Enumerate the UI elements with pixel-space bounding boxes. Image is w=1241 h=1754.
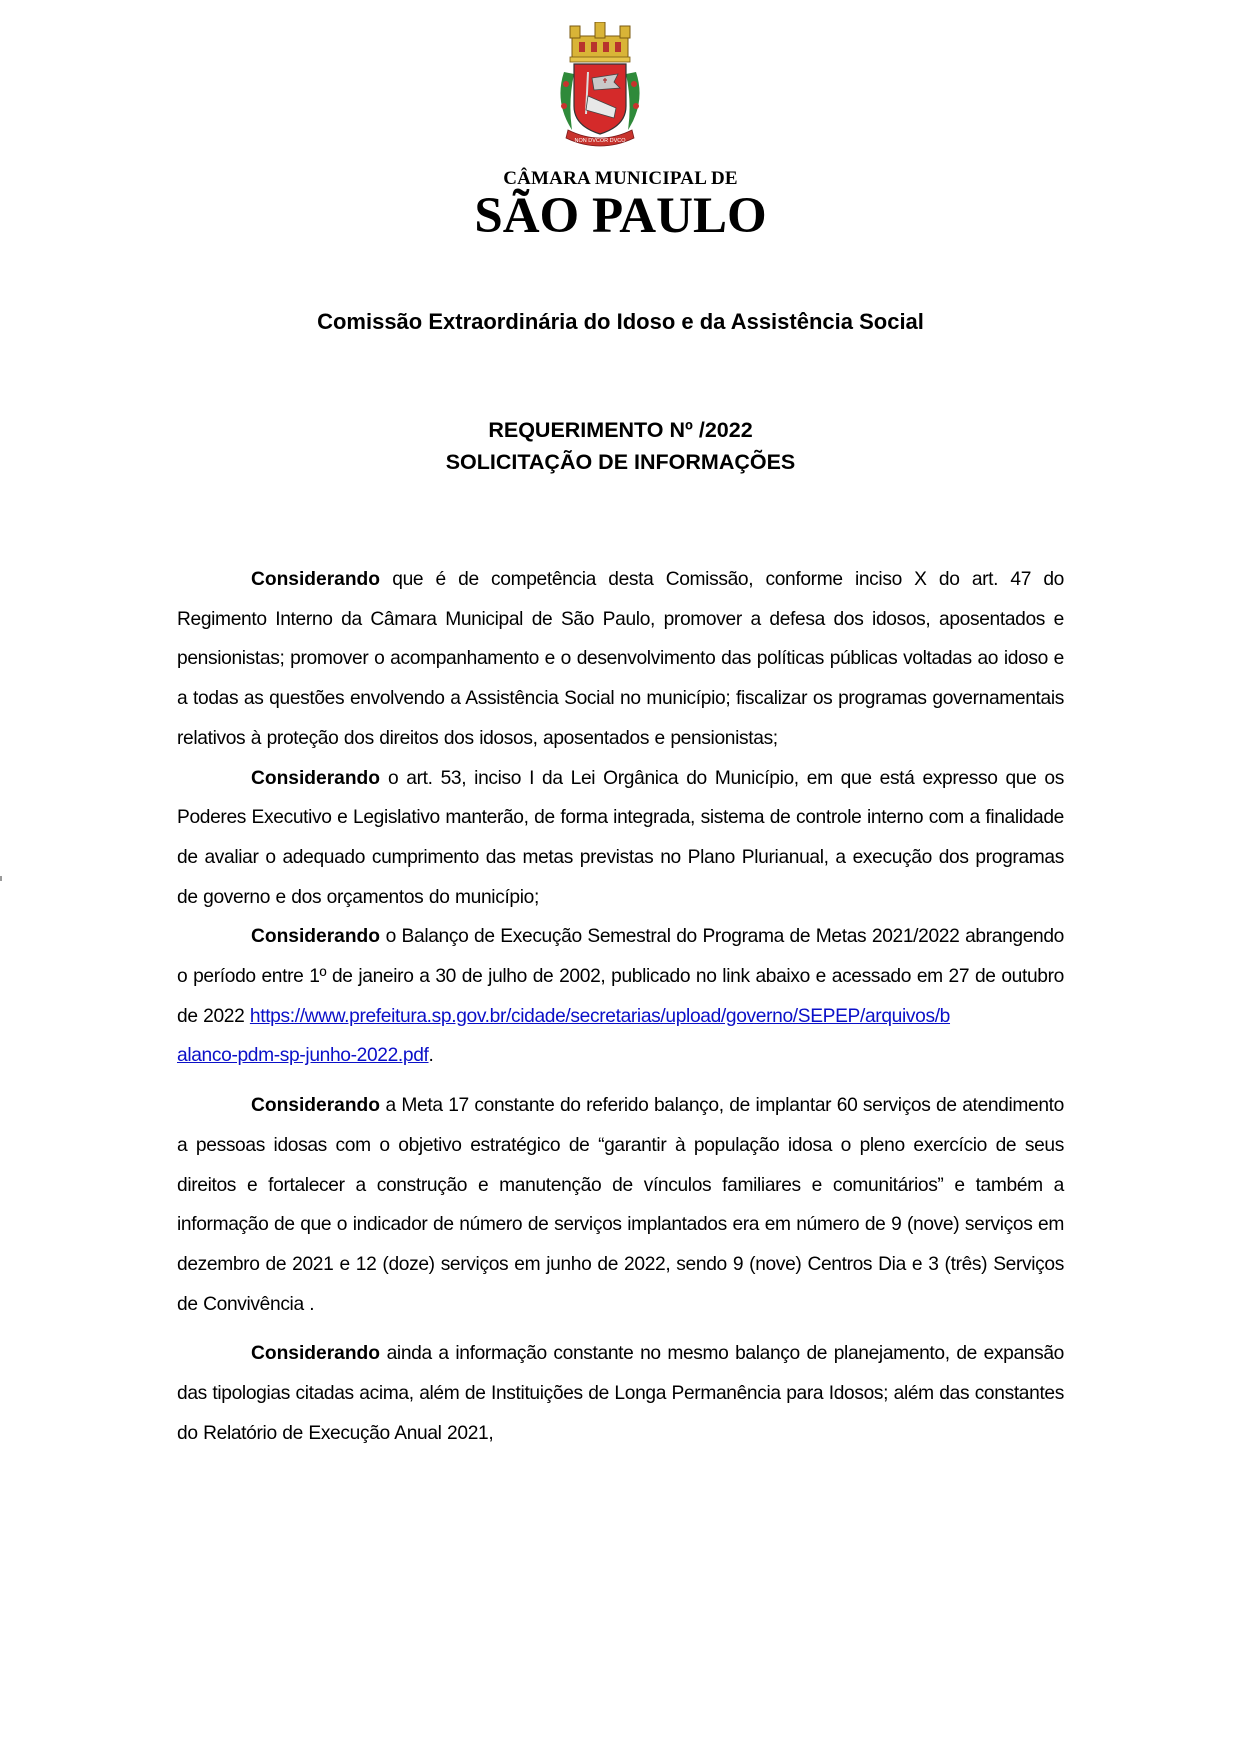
paragraph-lead: Considerando: [251, 1343, 380, 1365]
paragraph-3: [177, 917, 1064, 1076]
paragraph-2: [177, 759, 1064, 918]
institution-name-line2: SÃO PAULO: [474, 188, 767, 244]
paragraph-lead: Considerando: [251, 1095, 380, 1117]
paragraph-lead: Considerando: [251, 569, 380, 590]
link-text-part2[interactable]: alanco-pdm-sp-junho-2022.pdf: [177, 1045, 429, 1067]
paragraph-lead: Considerando: [251, 926, 380, 948]
paragraph-text: o Balanço de Execução Semestral do Programa de Metas 2021/2022 abrangendo o período entre 1º de janeiro a 30 de julho de 2002, publicado no link abaixo e acessado em 27 de outubro de 2022: [177, 926, 1064, 1027]
document-body: [177, 560, 1064, 1453]
paragraph-text: o art. 53, inciso I da Lei Orgânica do Município, em que está expresso que os Poderes Executivo e Legislativo manterão, de forma integrada, sistema de controle interno com a finalidade de avaliar o adequado cumprimento das metas previstas no Plano Plurianual, a execução dos programas de governo e dos orçamentos do município;: [177, 767, 1064, 908]
paragraph-1: [177, 560, 1064, 759]
request-type: SOLICITAÇÃO DE INFORMAÇÕES: [445, 450, 796, 474]
paragraph-text: ainda a informação constante no mesmo balanço de planejamento, de expansão das tipologias citadas acima, além de Instituições de Longa Permanência para Idosos; além das constantes do Relatório de Execução Anual 2021,: [177, 1343, 1064, 1444]
paragraph-5: [177, 1334, 1064, 1453]
link-period: .: [428, 1045, 434, 1067]
svg-text:NON DVCOR DVCO: NON DVCOR DVCO: [574, 138, 626, 144]
coat-of-arms-icon: [550, 22, 650, 156]
paragraph-4: [177, 1086, 1064, 1324]
link-text-part1[interactable]: https://www.prefeitura.sp.gov.br/cidade/secretarias/upload/governo/SEPEP/arquivos/b: [249, 1005, 951, 1027]
paragraph-lead: Considerando: [251, 767, 380, 789]
institution-name-line1: CÂMARA MUNICIPAL DE: [503, 168, 738, 189]
scan-edge-mark: [0, 876, 2, 881]
commission-name: Comissão Extraordinária do Idoso e da Assistência Social: [317, 309, 924, 334]
paragraph-text: que é de competência desta Comissão, conforme inciso X do art. 47 do Regimento Interno da Câmara Municipal de São Paulo, promover a defesa dos idosos, aposentados e pensionistas; promover o acompanhamento e o desenvolvimento das políticas públicas voltadas ao idoso e a todas as questões envolvendo a Assistência Social no município; fiscalizar os programas governamentais relativos à proteção dos direitos dos idosos, aposentados e pensionistas;: [177, 569, 1064, 749]
request-number: REQUERIMENTO Nº /2022: [488, 418, 753, 442]
document-title: [0, 414, 1241, 478]
balanco-pdf-link[interactable]: [177, 1006, 950, 1067]
paragraph-text: a Meta 17 constante do referido balanço, de implantar 60 serviços de atendimento a pessoas idosas com o objetivo estratégico de “garantir à população idosa o pleno exercício de seus direitos e fortalecer a construção e manutenção de vínculos familiares e comunitários” e também a informação de que o indicador de número de serviços implantados era em número de 9 (nove) serviços em dezembro de 2021 e 12 (doze) serviços em junho de 2022, sendo 9 (nove) Centros Dia e 3 (três) Serviços de Convivência .: [177, 1095, 1064, 1315]
